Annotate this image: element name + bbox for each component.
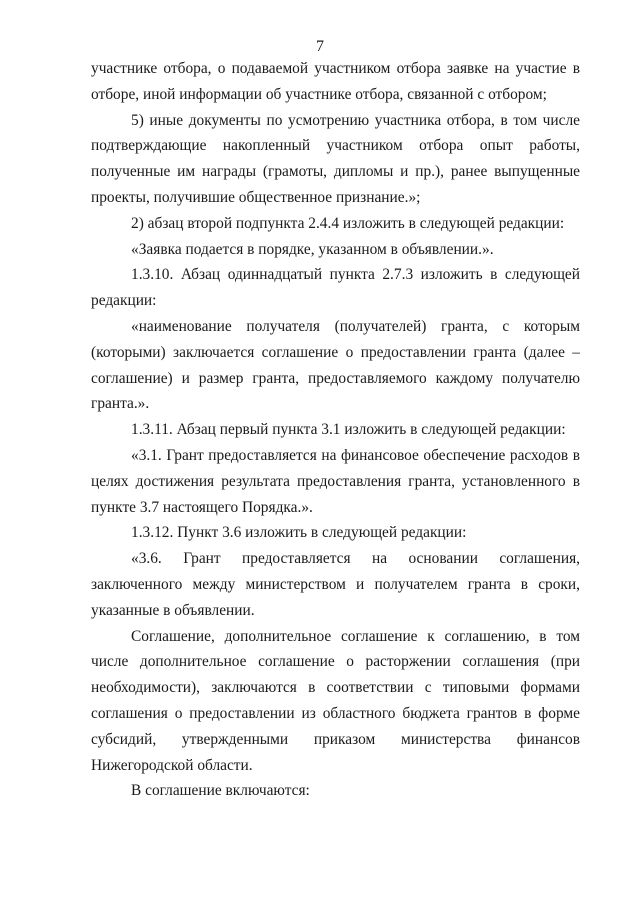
document-body — [91, 56, 580, 804]
paragraph-quote-application: «Заявка подается в порядке, указанном в объявлении.». — [131, 240, 494, 258]
page-number: 7 — [316, 38, 324, 55]
paragraph-1-3-12: 1.3.12. Пункт 3.6 изложить в следующей редакции: — [131, 524, 467, 542]
paragraph-quote-3-1: «3.1. Грант предоставляется на финансовое обеспечение расходов в целях достижения результата предоставления гранта, установленного в пункте 3.7 настоящего Порядка.». — [91, 446, 580, 516]
paragraph-quote-3-6: «3.6. Грант предоставляется на основании соглашения, заключенного между министерством и получателем гранта в сроки, указанные в объявлении. — [91, 550, 580, 619]
paragraph-agreement-includes: В соглашение включаются: — [131, 782, 310, 800]
paragraph-1-3-10: 1.3.10. Абзац одиннадцатый пункта 2.7.3 изложить в следующей редакции: — [91, 266, 580, 310]
paragraph-continuation: участнике отбора, о подаваемой участником отбора заявке на участие в отборе, иной информации об участнике отбора, связанной с отбором; — [91, 60, 580, 103]
paragraph-agreement: Соглашение, дополнительное соглашение к соглашению, в том числе дополнительное соглашение о расторжении соглашения (при необходимости), заключаются в соответствии с типовыми формами соглашения о предоставлении из областного бюджета грантов в форме субсидий, утвержденными приказом министерства финансов Нижегородской области. — [91, 627, 580, 774]
paragraph-1-3-11: 1.3.11. Абзац первый пункта 3.1 изложить в следующей редакции: — [131, 421, 566, 439]
paragraph-item-5: 5) иные документы по усмотрению участника отбора, в том числе подтверждающие накопленный участником отбора опыт работы, полученные им награды (грамоты, дипломы и пр.), ранее выпущенные проекты, получившие общественное признание.»; — [91, 111, 580, 206]
paragraph-quote-recipient: «наименование получателя (получателей) гранта, с которым (которыми) заключается соглашение о предоставлении гранта (далее – соглашение) и размер гранта, предоставляемого каждому получателю гранта.». — [91, 317, 580, 413]
paragraph-amendment-2: 2) абзац второй подпункта 2.4.4 изложить в следующей редакции: — [131, 214, 565, 232]
